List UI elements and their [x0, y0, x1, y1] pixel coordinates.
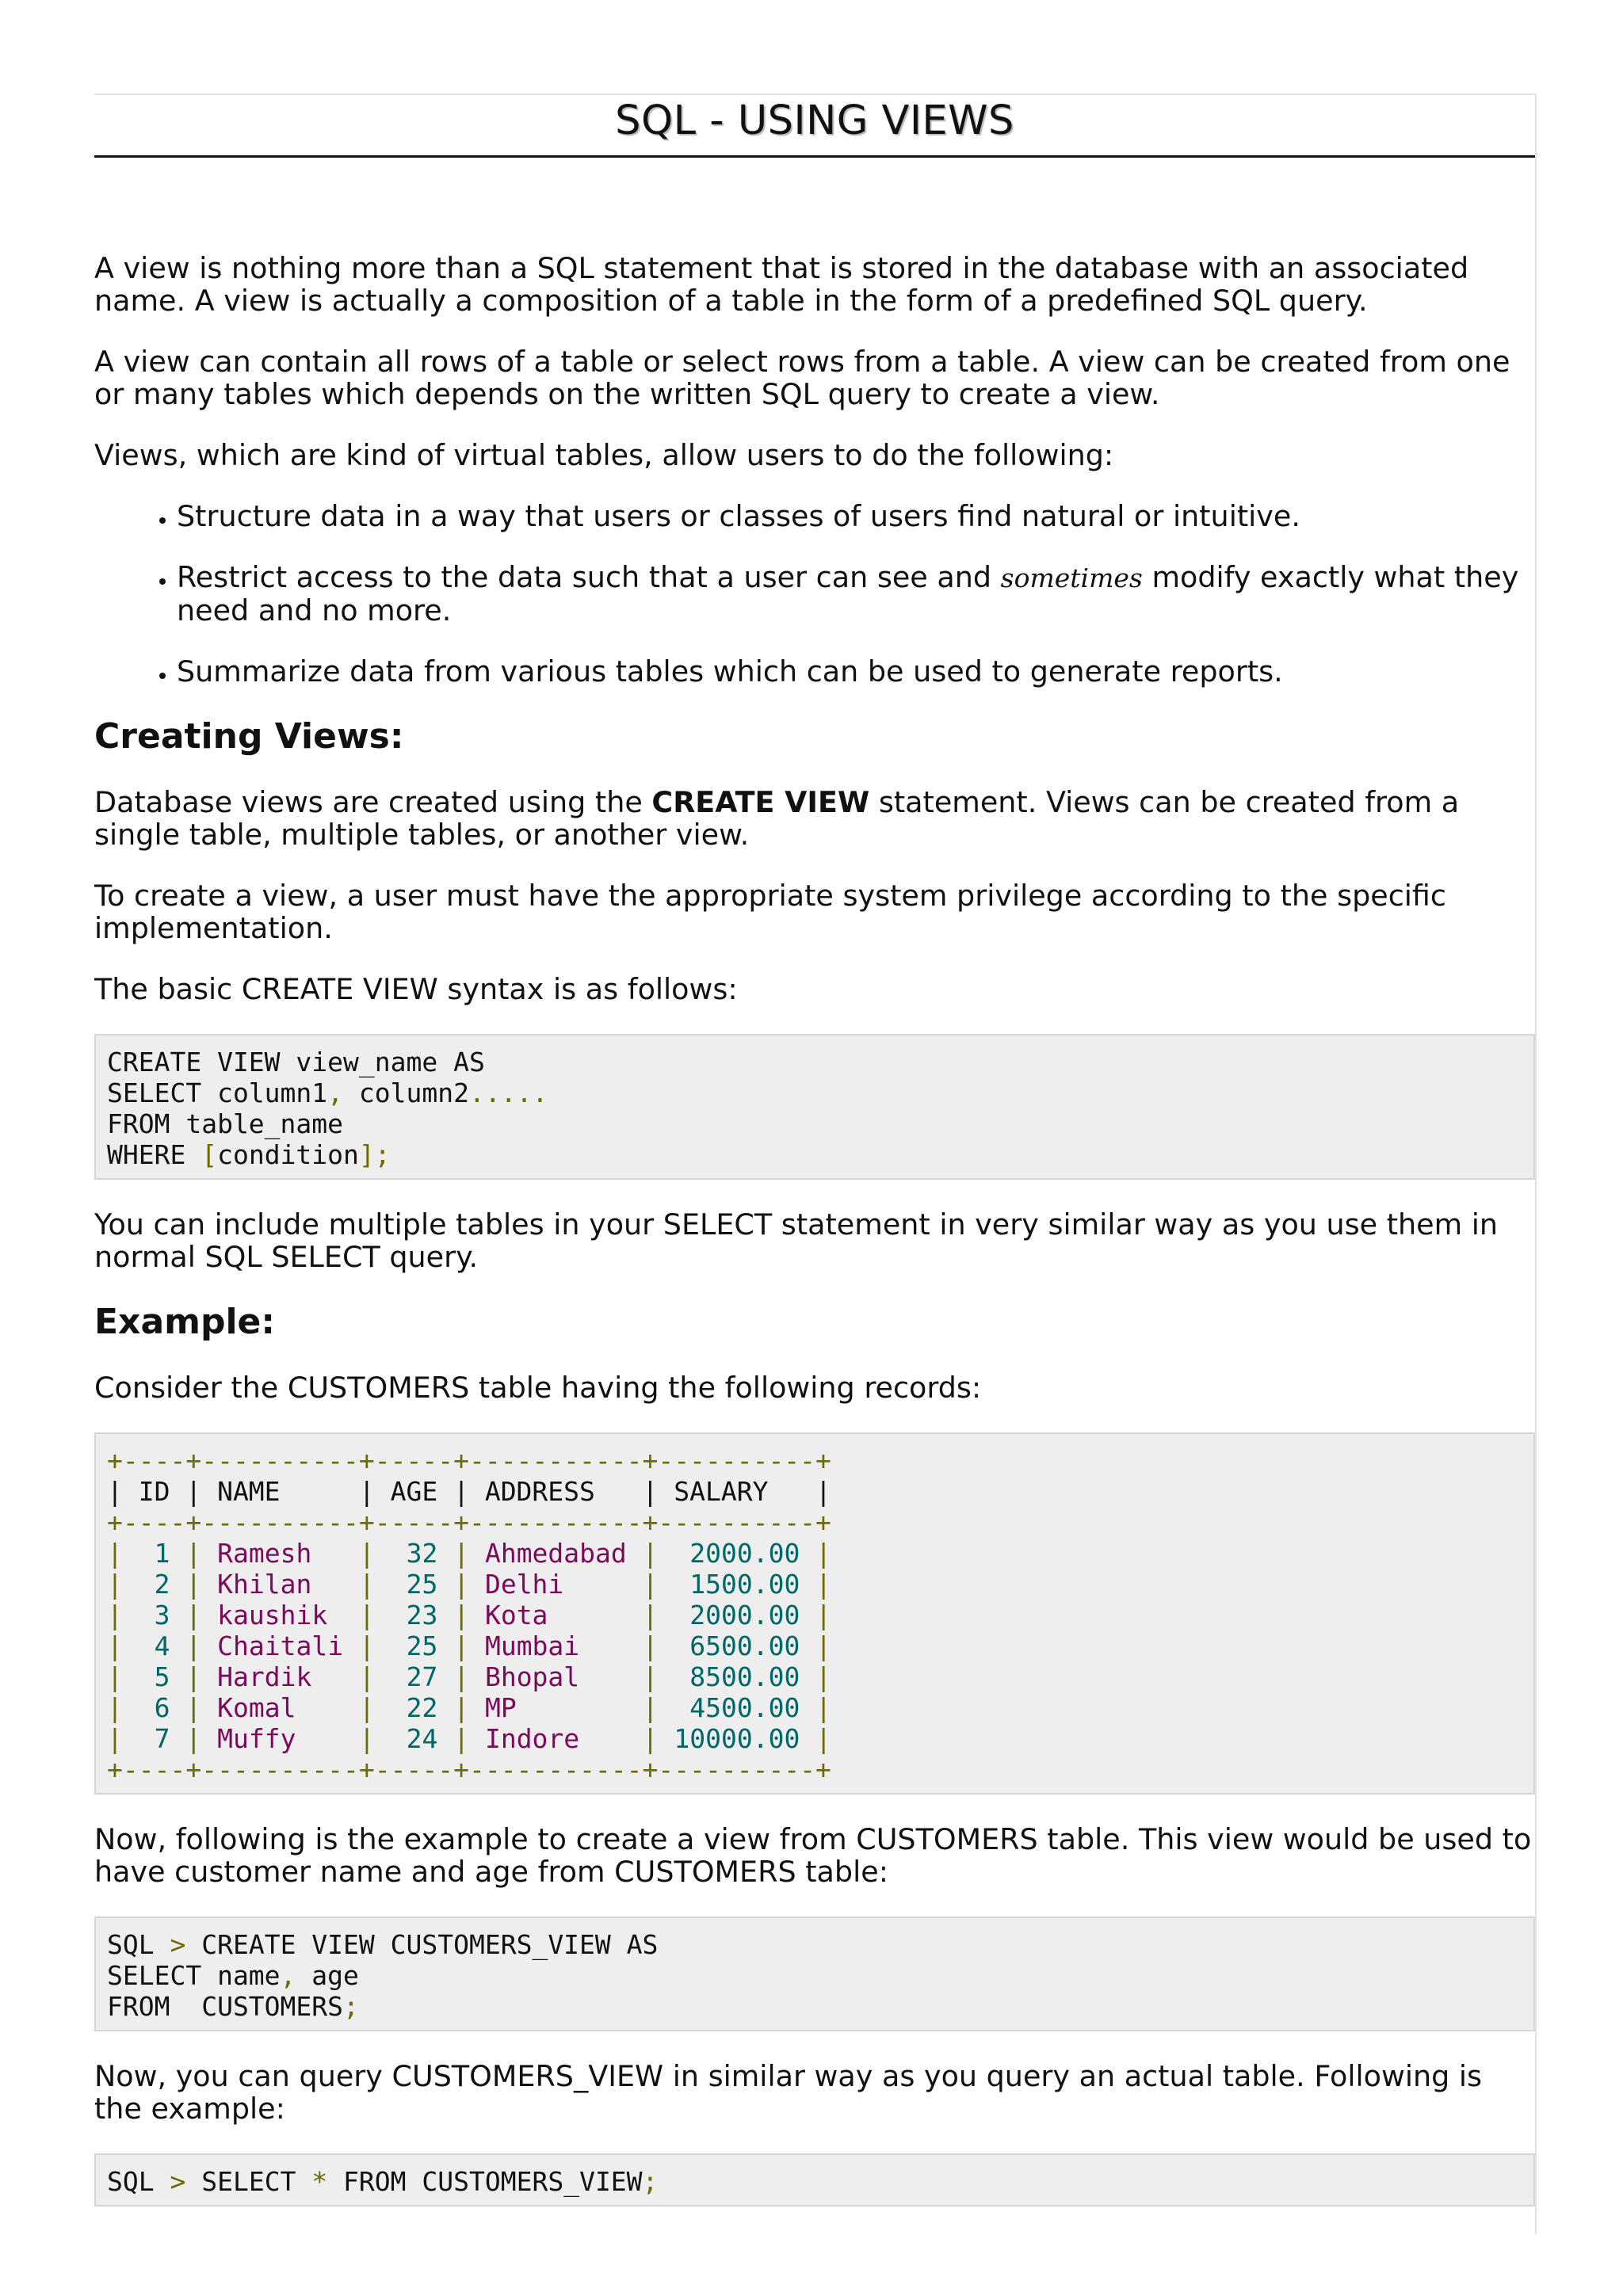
code-line: column2 [343, 1077, 469, 1108]
code-punct: , [280, 1960, 296, 1991]
table-pipe: | [185, 1661, 202, 1692]
example-paragraph-1: Consider the CUSTOMERS table having the following records: [94, 1371, 982, 1405]
code-line: FROM CUSTOMERS_VIEW [327, 2166, 643, 2197]
code-line: WHERE [107, 1139, 202, 1170]
table-pipe: | [642, 1723, 659, 1754]
table-pipe: | [642, 1661, 659, 1692]
table-border: +----+----------+-----+-----------+----------+ [107, 1507, 831, 1538]
creating-paragraph-3: The basic CREATE VIEW syntax is as follows: [94, 972, 738, 1006]
table-pipe: | [815, 1600, 832, 1630]
table-pipe: | [185, 1600, 202, 1630]
cell-id: 5 [154, 1661, 170, 1692]
cell-salary: 6500.00 [689, 1630, 800, 1661]
cell-name: Khilan [217, 1569, 312, 1600]
table-pipe: | [815, 1661, 832, 1692]
table-pipe: | [815, 1630, 832, 1661]
table-pipe: | [185, 1569, 202, 1600]
creating-paragraph-2: To create a view, a user must have the appropriate system privilege according to the specific implementation. [94, 879, 1446, 945]
cell-address: Indore [484, 1723, 580, 1754]
cell-id: 1 [154, 1538, 170, 1569]
cell-salary: 1500.00 [689, 1569, 800, 1600]
table-pipe: | [815, 1569, 832, 1600]
table-pipe: | [107, 1600, 123, 1630]
cell-id: 7 [154, 1723, 170, 1754]
intro-paragraph-1: A view is nothing more than a SQL statement that is stored in the database with an associated name. A view is actually a composition of a table in the form of a predefined SQL query. [94, 251, 1469, 318]
table-pipe: | [453, 1692, 470, 1723]
paragraph-text: statement. Views can be created from a single table, multiple tables, or another view. [94, 785, 1460, 852]
table-border: +----+----------+-----+-----------+----------+ [107, 1754, 831, 1785]
code-line: SQL [107, 1929, 170, 1960]
page-title: SQL - USING VIEWS [94, 93, 1535, 158]
cell-age: 25 [406, 1630, 438, 1661]
table-row [107, 1630, 831, 1661]
emphasis-text: sometimes [1000, 563, 1143, 593]
table-pipe: | [358, 1661, 375, 1692]
cell-address: Delhi [484, 1569, 564, 1600]
table-row [107, 1692, 831, 1723]
table-row [107, 1538, 831, 1569]
table-row [107, 1600, 831, 1630]
cell-address: Bhopal [484, 1661, 580, 1692]
code-line: CREATE VIEW view_name AS [107, 1047, 485, 1077]
table-pipe: | [453, 1661, 470, 1692]
cell-id: 3 [154, 1600, 170, 1630]
table-pipe: | [107, 1538, 123, 1569]
views-benefits-list [94, 500, 1535, 688]
code-line: SQL [107, 2166, 170, 2197]
cell-id: 6 [154, 1692, 170, 1723]
list-item-text: modify exactly what they need and no more. [177, 560, 1519, 627]
syntax-code-block[interactable] [94, 1034, 1535, 1180]
table-pipe: | [358, 1723, 375, 1754]
cell-id: 4 [154, 1630, 170, 1661]
code-line: CREATE VIEW CUSTOMERS_VIEW AS [185, 1929, 659, 1960]
table-border: +----+----------+-----+-----------+----------+ [107, 1445, 831, 1476]
table-pipe: | [185, 1723, 202, 1754]
table-pipe: | [453, 1630, 470, 1661]
list-item [177, 561, 1535, 627]
cell-name: Ramesh [217, 1538, 312, 1569]
table-pipe: | [185, 1630, 202, 1661]
table-pipe: | [358, 1630, 375, 1661]
table-row [107, 1661, 831, 1692]
list-item [177, 500, 1535, 532]
example-paragraph-2: Now, following is the example to create a view from CUSTOMERS table. This view would be used to have customer name and age from CUSTOMERS table: [94, 1822, 1532, 1889]
code-punct: * [311, 2166, 328, 2197]
code-line: age [296, 1960, 359, 1991]
table-row [107, 1723, 831, 1754]
cell-salary: 8500.00 [689, 1661, 800, 1692]
table-row [107, 1569, 831, 1600]
document-body [94, 252, 1535, 2235]
code-punct: ; [642, 2166, 659, 2197]
table-pipe: | [642, 1538, 659, 1569]
table-pipe: | [453, 1600, 470, 1630]
creating-paragraph-1 [94, 786, 1535, 851]
cell-age: 23 [406, 1600, 438, 1630]
paragraph-text: Database views are created using the [94, 785, 652, 819]
table-pipe: | [107, 1723, 123, 1754]
intro-paragraph-2: A view can contain all rows of a table or select rows from a table. A view can be created from one or many tables which depends on the written SQL query to create a view. [94, 345, 1510, 411]
cell-address: MP [484, 1692, 517, 1723]
table-pipe: | [815, 1723, 832, 1754]
table-pipe: | [358, 1538, 375, 1569]
table-pipe: | [107, 1692, 123, 1723]
table-header: | ID | NAME | AGE | ADDRESS | SALARY | [107, 1476, 831, 1507]
code-punct: [ [201, 1139, 218, 1170]
table-pipe: | [358, 1692, 375, 1723]
table-rows [107, 1538, 831, 1754]
table-pipe: | [642, 1569, 659, 1600]
table-pipe: | [453, 1723, 470, 1754]
table-pipe: | [815, 1538, 832, 1569]
table-pipe: | [107, 1569, 123, 1600]
cell-salary: 2000.00 [689, 1600, 800, 1630]
example-paragraph-3: Now, you can query CUSTOMERS_VIEW in similar way as you query an actual table. Following is the example: [94, 2059, 1483, 2126]
code-line: condition [217, 1139, 359, 1170]
code-line: FROM CUSTOMERS [107, 1991, 344, 2022]
cell-name: Komal [217, 1692, 296, 1723]
cell-id: 2 [154, 1569, 170, 1600]
list-item-text: Summarize data from various tables which can be used to generate reports. [177, 654, 1283, 688]
table-pipe: | [642, 1600, 659, 1630]
code-punct: ; [343, 1991, 359, 2022]
table-pipe: | [107, 1661, 123, 1692]
table-pipe: | [185, 1692, 202, 1723]
section-heading-creating-views: Creating Views: [94, 716, 404, 757]
cell-age: 24 [406, 1723, 438, 1754]
cell-address: Kota [484, 1600, 548, 1630]
cell-age: 27 [406, 1661, 438, 1692]
cell-age: 32 [406, 1538, 438, 1569]
list-item [177, 655, 1535, 688]
table-pipe: | [453, 1538, 470, 1569]
list-item-text: Restrict access to the data such that a user can see and [177, 560, 1001, 594]
table-pipe: | [453, 1569, 470, 1600]
intro-paragraph-3: Views, which are kind of virtual tables, allow users to do the following: [94, 438, 1114, 472]
cell-name: Muffy [217, 1723, 296, 1754]
code-punct: > [170, 2166, 186, 2197]
cell-age: 22 [406, 1692, 438, 1723]
section-heading-example: Example: [94, 1302, 275, 1342]
create-view-code-block[interactable] [94, 1917, 1535, 2031]
table-pipe: | [358, 1569, 375, 1600]
table-pipe: | [185, 1538, 202, 1569]
code-punct: > [170, 1929, 186, 1960]
code-line: SELECT name [107, 1960, 281, 1991]
cell-salary: 4500.00 [689, 1692, 800, 1723]
list-item-text: Structure data in a way that users or classes of users find natural or intuitive. [177, 499, 1300, 533]
code-line: SELECT [185, 2166, 312, 2197]
table-pipe: | [358, 1600, 375, 1630]
cell-name: Hardik [217, 1661, 312, 1692]
cell-address: Ahmedabad [484, 1538, 627, 1569]
customers-table-code-block[interactable] [94, 1432, 1535, 1794]
cell-salary: 10000.00 [674, 1723, 800, 1754]
code-punct: ..... [468, 1077, 548, 1108]
cell-name: kaushik [217, 1600, 328, 1630]
code-line: FROM table_name [107, 1108, 344, 1139]
table-pipe: | [107, 1630, 123, 1661]
cell-name: Chaitali [217, 1630, 344, 1661]
code-punct: , [327, 1077, 344, 1108]
cell-age: 25 [406, 1569, 438, 1600]
select-view-code-block[interactable] [94, 2153, 1535, 2206]
cell-salary: 2000.00 [689, 1538, 800, 1569]
keyword-create-view: CREATE VIEW [651, 785, 870, 819]
table-pipe: | [815, 1692, 832, 1723]
cell-address: Mumbai [484, 1630, 580, 1661]
code-line: SELECT column1 [107, 1077, 328, 1108]
table-pipe: | [642, 1630, 659, 1661]
table-pipe: | [642, 1692, 659, 1723]
code-punct: ]; [358, 1139, 391, 1170]
creating-paragraph-4: You can include multiple tables in your SELECT statement in very similar way as you use them in normal SQL SELECT query. [94, 1207, 1499, 1274]
